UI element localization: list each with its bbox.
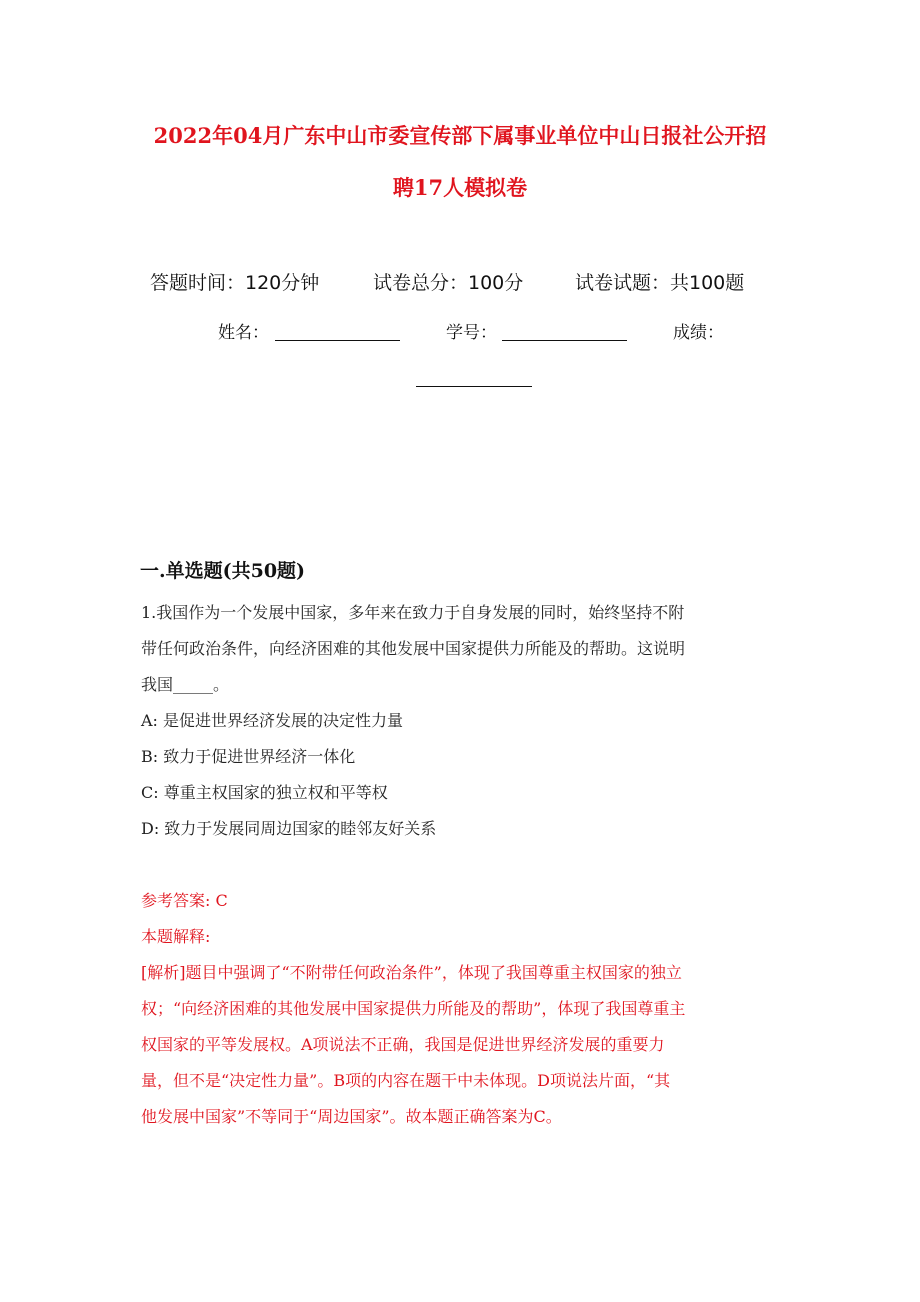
name-blank: [275, 340, 400, 341]
question-line: 我国_____。: [141, 675, 230, 694]
grade-label: 成绩：: [673, 323, 724, 343]
question-stem: [141, 595, 791, 703]
question-line: 带任何政治条件，向经济困难的其他发展中国家提供力所能及的帮助。这说明: [141, 639, 686, 658]
analysis-line: 他发展中国家”不等同于“周边国家”。故本题正确答案为C。: [141, 1107, 562, 1126]
grade-blank: [416, 386, 532, 387]
analysis-text: [141, 955, 685, 1135]
exam-total-score: 试卷总分：100分: [373, 272, 524, 294]
exam-title-line-1: 2022年04月广东中山市委宣传部下属事业单位中山日报社公开招: [153, 123, 767, 148]
option-d: D: 致力于发展同周边国家的睦邻友好关系: [141, 819, 437, 838]
question-line: 1.我国作为一个发展中国家，多年来在致力于自身发展的同时，始终坚持不附: [141, 603, 685, 622]
analysis-line: 权；“向经济困难的其他发展中国家提供力所能及的帮助”，体现了我国尊重主: [141, 999, 686, 1018]
student-id-blank: [502, 340, 627, 341]
section-heading: 一.单选题(共50题): [140, 560, 306, 582]
exam-time: 答题时间：120分钟: [150, 272, 320, 294]
option-b: B: 致力于促进世界经济一体化: [141, 747, 356, 766]
reference-answer: 参考答案: C: [141, 891, 228, 910]
analysis-line: 量，但不是“决定性力量”。B项的内容在题干中未体现。D项说法片面，“其: [141, 1071, 671, 1090]
analysis-line: 权国家的平等发展权。A项说法不正确，我国是促进世界经济发展的重要力: [141, 1035, 665, 1054]
option-c: C: 尊重主权国家的独立权和平等权: [141, 783, 388, 802]
exam-question-count: 试卷试题：共100题: [575, 272, 745, 294]
analysis-line: [解析]题目中强调了“不附带任何政治条件”，体现了我国尊重主权国家的独立: [141, 963, 682, 982]
student-fields: [0, 318, 920, 348]
name-label: 姓名：: [218, 323, 269, 343]
exam-title-line-2: 聘17人模拟卷: [392, 175, 528, 200]
student-id-label: 学号：: [446, 323, 497, 343]
option-a: A: 是促进世界经济发展的决定性力量: [141, 711, 404, 730]
explanation-label: 本题解释:: [141, 927, 211, 946]
